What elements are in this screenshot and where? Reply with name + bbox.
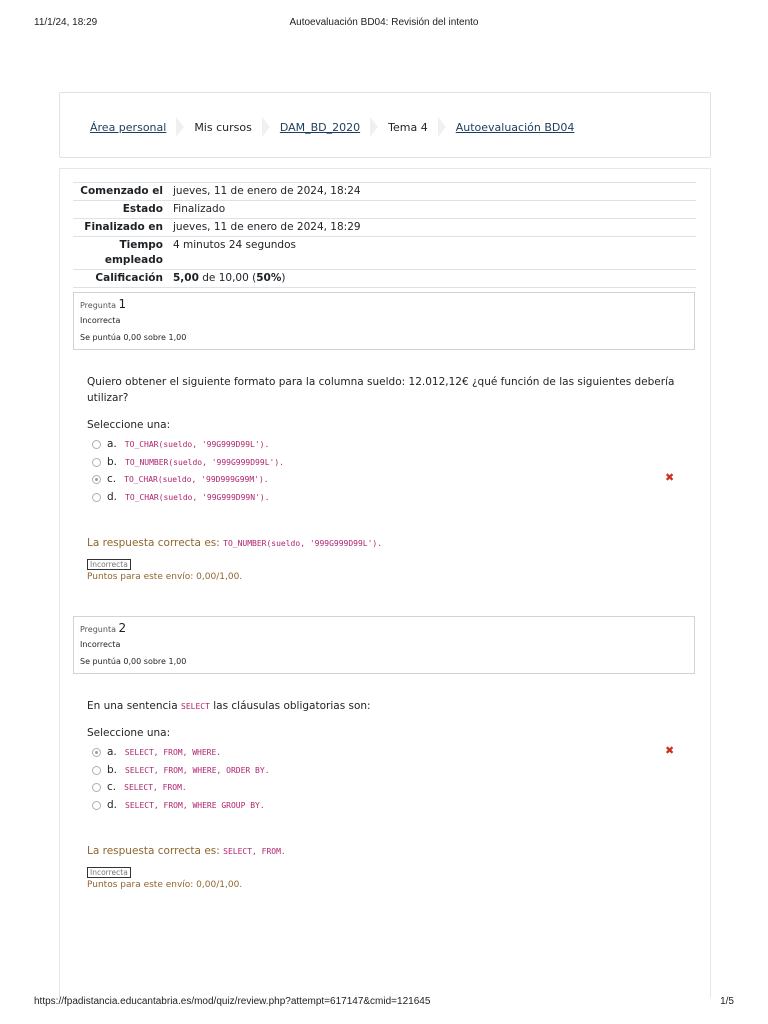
print-page-number: 1/5 xyxy=(720,996,734,1007)
option-text: SELECT, FROM. xyxy=(124,782,187,792)
summary-label: Comenzado el xyxy=(73,183,173,201)
option-letter: c. xyxy=(107,781,117,793)
radio-button[interactable] xyxy=(92,493,101,502)
option-text: TO_NUMBER(sueldo, '999G999D99L'). xyxy=(125,457,284,467)
summary-row-started xyxy=(73,183,696,201)
answer-option[interactable] xyxy=(92,490,270,504)
breadcrumb-separator xyxy=(438,117,446,137)
answer-option[interactable] xyxy=(92,455,284,469)
question-word: Pregunta xyxy=(80,301,116,310)
option-letter: a. xyxy=(107,438,117,450)
summary-row-state xyxy=(73,201,696,219)
print-datetime: 11/1/24, 18:29 xyxy=(34,17,98,28)
grade-percent: 50% xyxy=(256,272,282,284)
summary-label: Finalizado en xyxy=(73,219,173,237)
print-header xyxy=(34,17,734,31)
radio-button[interactable] xyxy=(92,766,101,775)
option-text: TO_CHAR(sueldo, '99G999D99N'). xyxy=(125,492,270,502)
question-info-2 xyxy=(73,616,695,674)
answer-option-selected[interactable] xyxy=(92,472,269,486)
question-text-2 xyxy=(87,698,677,715)
breadcrumb-tema[interactable]: Tema 4 xyxy=(388,120,428,134)
breadcrumb-quiz[interactable]: Autoevaluación BD04 xyxy=(455,120,575,134)
question-number xyxy=(80,621,126,635)
option-text: SELECT, FROM, WHERE GROUP BY. xyxy=(125,800,265,810)
option-letter: c. xyxy=(107,473,117,485)
question-number-value: 2 xyxy=(118,621,127,635)
question-number xyxy=(80,297,126,311)
question-marks: Se puntúa 0,00 sobre 1,00 xyxy=(80,657,187,666)
right-answer-code: SELECT, FROM. xyxy=(223,847,286,856)
incorrect-icon: ✖ xyxy=(665,471,675,484)
breadcrumb-mis-cursos[interactable]: Mis cursos xyxy=(194,120,252,134)
points-text: Puntos para este envío: 0,00/1,00. xyxy=(87,880,243,890)
option-letter: a. xyxy=(107,746,117,758)
print-title: Autoevaluación BD04: Revisión del intento xyxy=(289,17,479,28)
summary-label-line: Tiempo xyxy=(119,239,163,251)
option-text: SELECT, FROM, WHERE, ORDER BY. xyxy=(125,765,270,775)
option-text: TO_CHAR(sueldo, '99G999D99L'). xyxy=(124,439,270,449)
summary-value: jueves, 11 de enero de 2024, 18:29 xyxy=(173,219,696,237)
grade-score: 5,00 xyxy=(173,272,199,284)
radio-button[interactable] xyxy=(92,458,101,467)
question-text-code: SELECT xyxy=(181,702,210,711)
option-letter: b. xyxy=(107,764,118,776)
option-text: TO_CHAR(sueldo, '99D999G99M'). xyxy=(124,474,269,484)
right-answer xyxy=(87,845,286,857)
breadcrumb xyxy=(90,117,574,137)
radio-button-checked[interactable] xyxy=(92,748,101,757)
radio-button[interactable] xyxy=(92,783,101,792)
option-letter: d. xyxy=(107,491,118,503)
breadcrumb-separator xyxy=(176,117,184,137)
summary-label xyxy=(73,237,173,270)
answer-option[interactable] xyxy=(92,763,270,777)
summary-row-finished xyxy=(73,219,696,237)
question-text-part: En una sentencia xyxy=(87,700,181,712)
right-answer xyxy=(87,537,382,549)
grade-close: ) xyxy=(281,272,286,284)
question-word: Pregunta xyxy=(80,625,116,634)
option-letter: b. xyxy=(107,456,118,468)
select-one-prompt: Seleccione una: xyxy=(87,419,171,431)
radio-button[interactable] xyxy=(92,440,101,449)
question-text-1: Quiero obtener el siguiente formato para la columna sueldo: 12.012,12€ ¿qué función de las siguientes debería utilizar? xyxy=(87,376,675,404)
grade-of: de 10,00 ( xyxy=(198,272,257,284)
question-text-part: las cláusulas obligatorias son: xyxy=(209,700,371,712)
summary-value: 4 minutos 24 segundos xyxy=(173,237,696,270)
answer-option[interactable] xyxy=(92,798,265,812)
question-state: Incorrecta xyxy=(80,640,121,649)
print-footer xyxy=(34,996,734,1010)
right-answer-label: La respuesta correcta es: xyxy=(87,537,224,549)
answer-option-selected[interactable] xyxy=(92,745,221,759)
breadcrumb-separator xyxy=(262,117,270,137)
breadcrumb-container xyxy=(59,92,711,158)
summary-label-line: empleado xyxy=(104,254,163,266)
summary-label: Estado xyxy=(73,201,173,219)
select-one-prompt: Seleccione una: xyxy=(87,727,171,739)
right-answer-code: TO_NUMBER(sueldo, '999G999D99L'). xyxy=(223,539,383,548)
right-answer-label: La respuesta correcta es: xyxy=(87,845,224,857)
radio-button[interactable] xyxy=(92,801,101,810)
status-badge: Incorrecta xyxy=(87,867,131,878)
summary-value: Finalizado xyxy=(173,201,696,219)
option-text: SELECT, FROM, WHERE. xyxy=(124,747,222,757)
summary-row-time xyxy=(73,237,696,270)
summary-value: jueves, 11 de enero de 2024, 18:24 xyxy=(173,183,696,201)
answer-option[interactable] xyxy=(92,780,187,794)
question-info-1 xyxy=(73,292,695,350)
breadcrumb-area-personal[interactable]: Área personal xyxy=(90,120,167,134)
question-marks: Se puntúa 0,00 sobre 1,00 xyxy=(80,333,187,342)
option-letter: d. xyxy=(107,799,118,811)
question-state: Incorrecta xyxy=(80,316,121,325)
breadcrumb-course[interactable]: DAM_BD_2020 xyxy=(279,120,361,134)
incorrect-icon: ✖ xyxy=(665,744,675,757)
points-text: Puntos para este envío: 0,00/1,00. xyxy=(87,572,243,582)
status-badge: Incorrecta xyxy=(87,559,131,570)
print-url: https://fpadistancia.educantabria.es/mod/quiz/review.php?attempt=617147&cmid=121645 xyxy=(34,996,431,1007)
answer-option[interactable] xyxy=(92,437,269,451)
summary-value xyxy=(173,270,696,288)
breadcrumb-separator xyxy=(370,117,378,137)
summary-label: Calificación xyxy=(73,270,173,288)
summary-row-grade xyxy=(73,270,696,288)
radio-button-checked[interactable] xyxy=(92,475,101,484)
attempt-summary-table xyxy=(73,182,696,288)
question-number-value: 1 xyxy=(118,297,127,311)
